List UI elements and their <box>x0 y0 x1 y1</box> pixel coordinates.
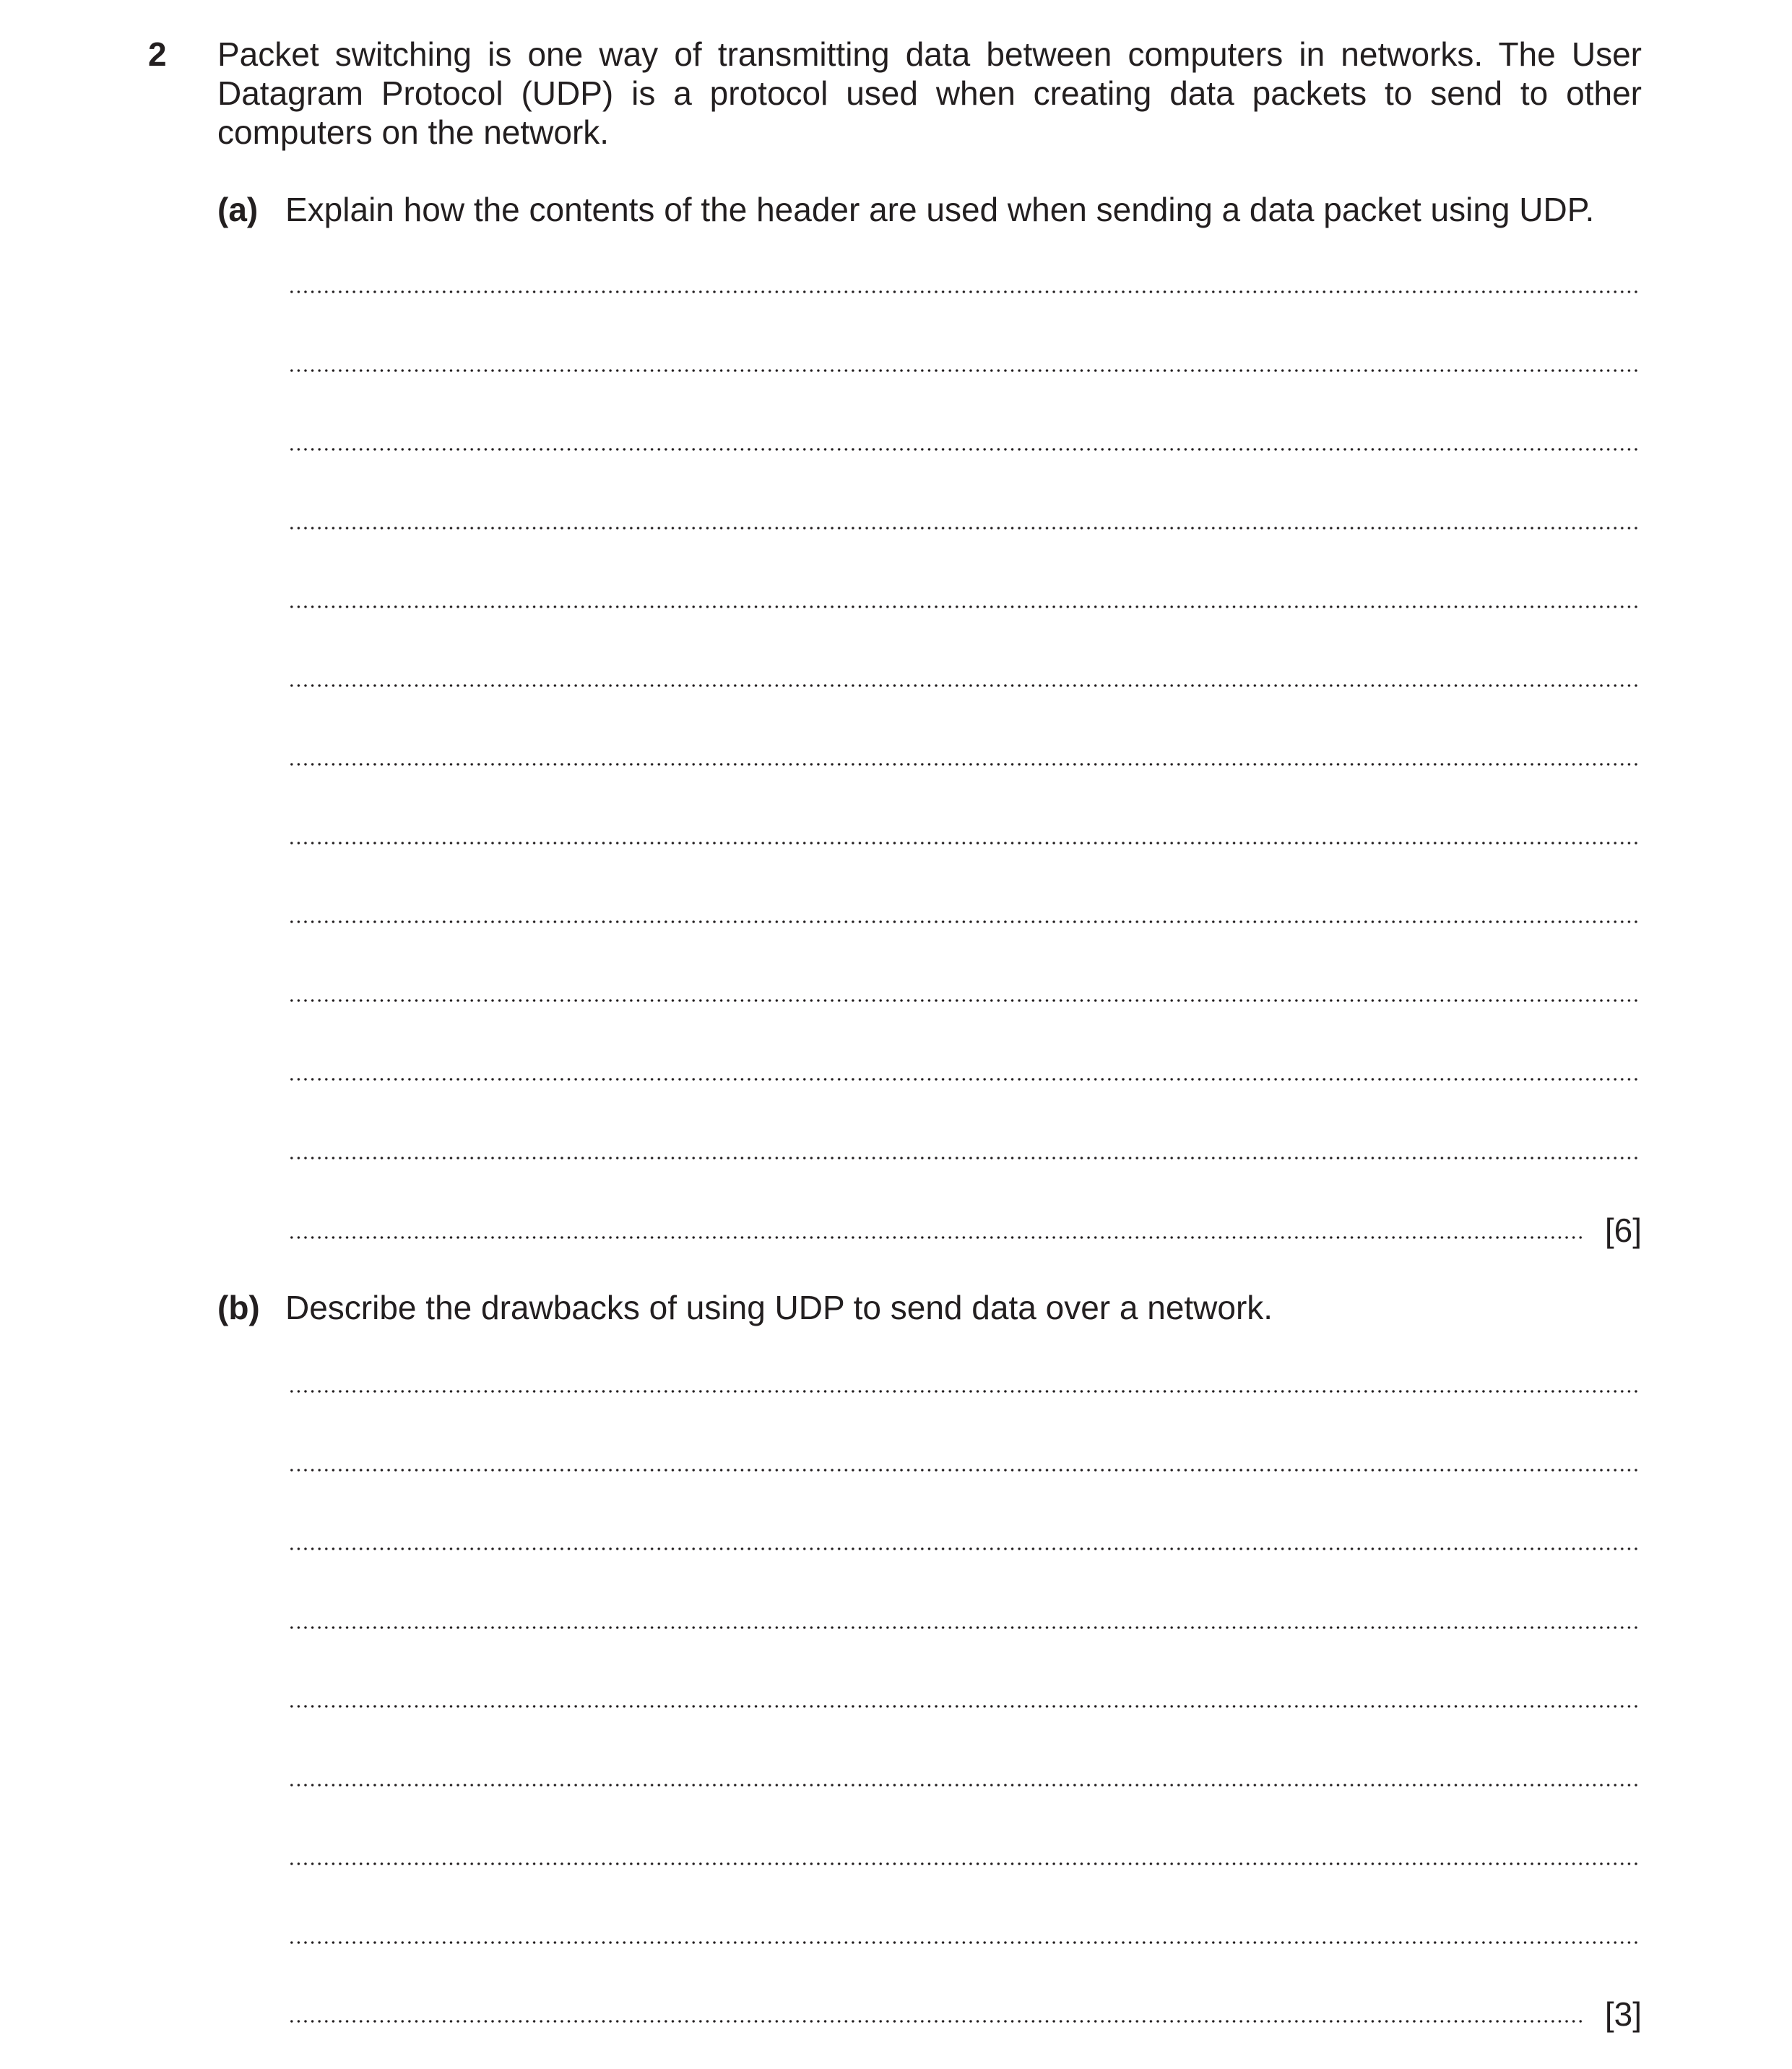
answer-line-b-2[interactable] <box>288 1469 1641 1472</box>
part-b-prompt <box>217 1288 1648 1327</box>
answer-line-a-3[interactable] <box>288 448 1641 451</box>
answer-line-a-8[interactable] <box>288 842 1641 845</box>
answer-line-a-12[interactable] <box>288 1157 1641 1159</box>
answer-line-a-13[interactable] <box>288 1236 1585 1239</box>
answer-line-b-1[interactable] <box>288 1390 1641 1393</box>
answer-line-a-2[interactable] <box>288 369 1641 372</box>
answer-line-a-5[interactable] <box>288 605 1641 608</box>
answer-line-a-11[interactable] <box>288 1078 1641 1081</box>
answer-line-b-3[interactable] <box>288 1547 1641 1550</box>
answer-line-b-9[interactable] <box>288 2020 1585 2023</box>
answer-line-a-1[interactable] <box>288 290 1641 293</box>
answer-line-a-10[interactable] <box>288 999 1641 1002</box>
answer-line-a-6[interactable] <box>288 684 1641 687</box>
part-b-marks: [3] <box>1604 1995 1642 2033</box>
answer-line-b-6[interactable] <box>288 1784 1641 1787</box>
part-b-label: (b) <box>217 1289 260 1326</box>
part-b-text: Describe the drawbacks of using UDP to send data over a network. <box>285 1289 1273 1326</box>
part-a-marks: [6] <box>1604 1211 1642 1249</box>
question-stem: Packet switching is one way of transmitting data between computers in networks. The User Datagram Protocol (UDP) is a protocol used when creating data packets to send to other computers on the network. <box>217 35 1642 151</box>
answer-line-b-5[interactable] <box>288 1705 1641 1708</box>
question-number: 2 <box>148 35 167 73</box>
part-a-text: Explain how the contents of the header are used when sending a data packet using UDP. <box>285 191 1595 228</box>
part-a-prompt <box>217 190 1648 229</box>
answer-line-b-7[interactable] <box>288 1862 1641 1865</box>
part-a-label: (a) <box>217 191 259 228</box>
answer-line-a-4[interactable] <box>288 527 1641 530</box>
answer-line-b-4[interactable] <box>288 1626 1641 1629</box>
answer-line-a-9[interactable] <box>288 920 1641 923</box>
answer-line-b-8[interactable] <box>288 1941 1641 1944</box>
answer-line-a-7[interactable] <box>288 763 1641 766</box>
